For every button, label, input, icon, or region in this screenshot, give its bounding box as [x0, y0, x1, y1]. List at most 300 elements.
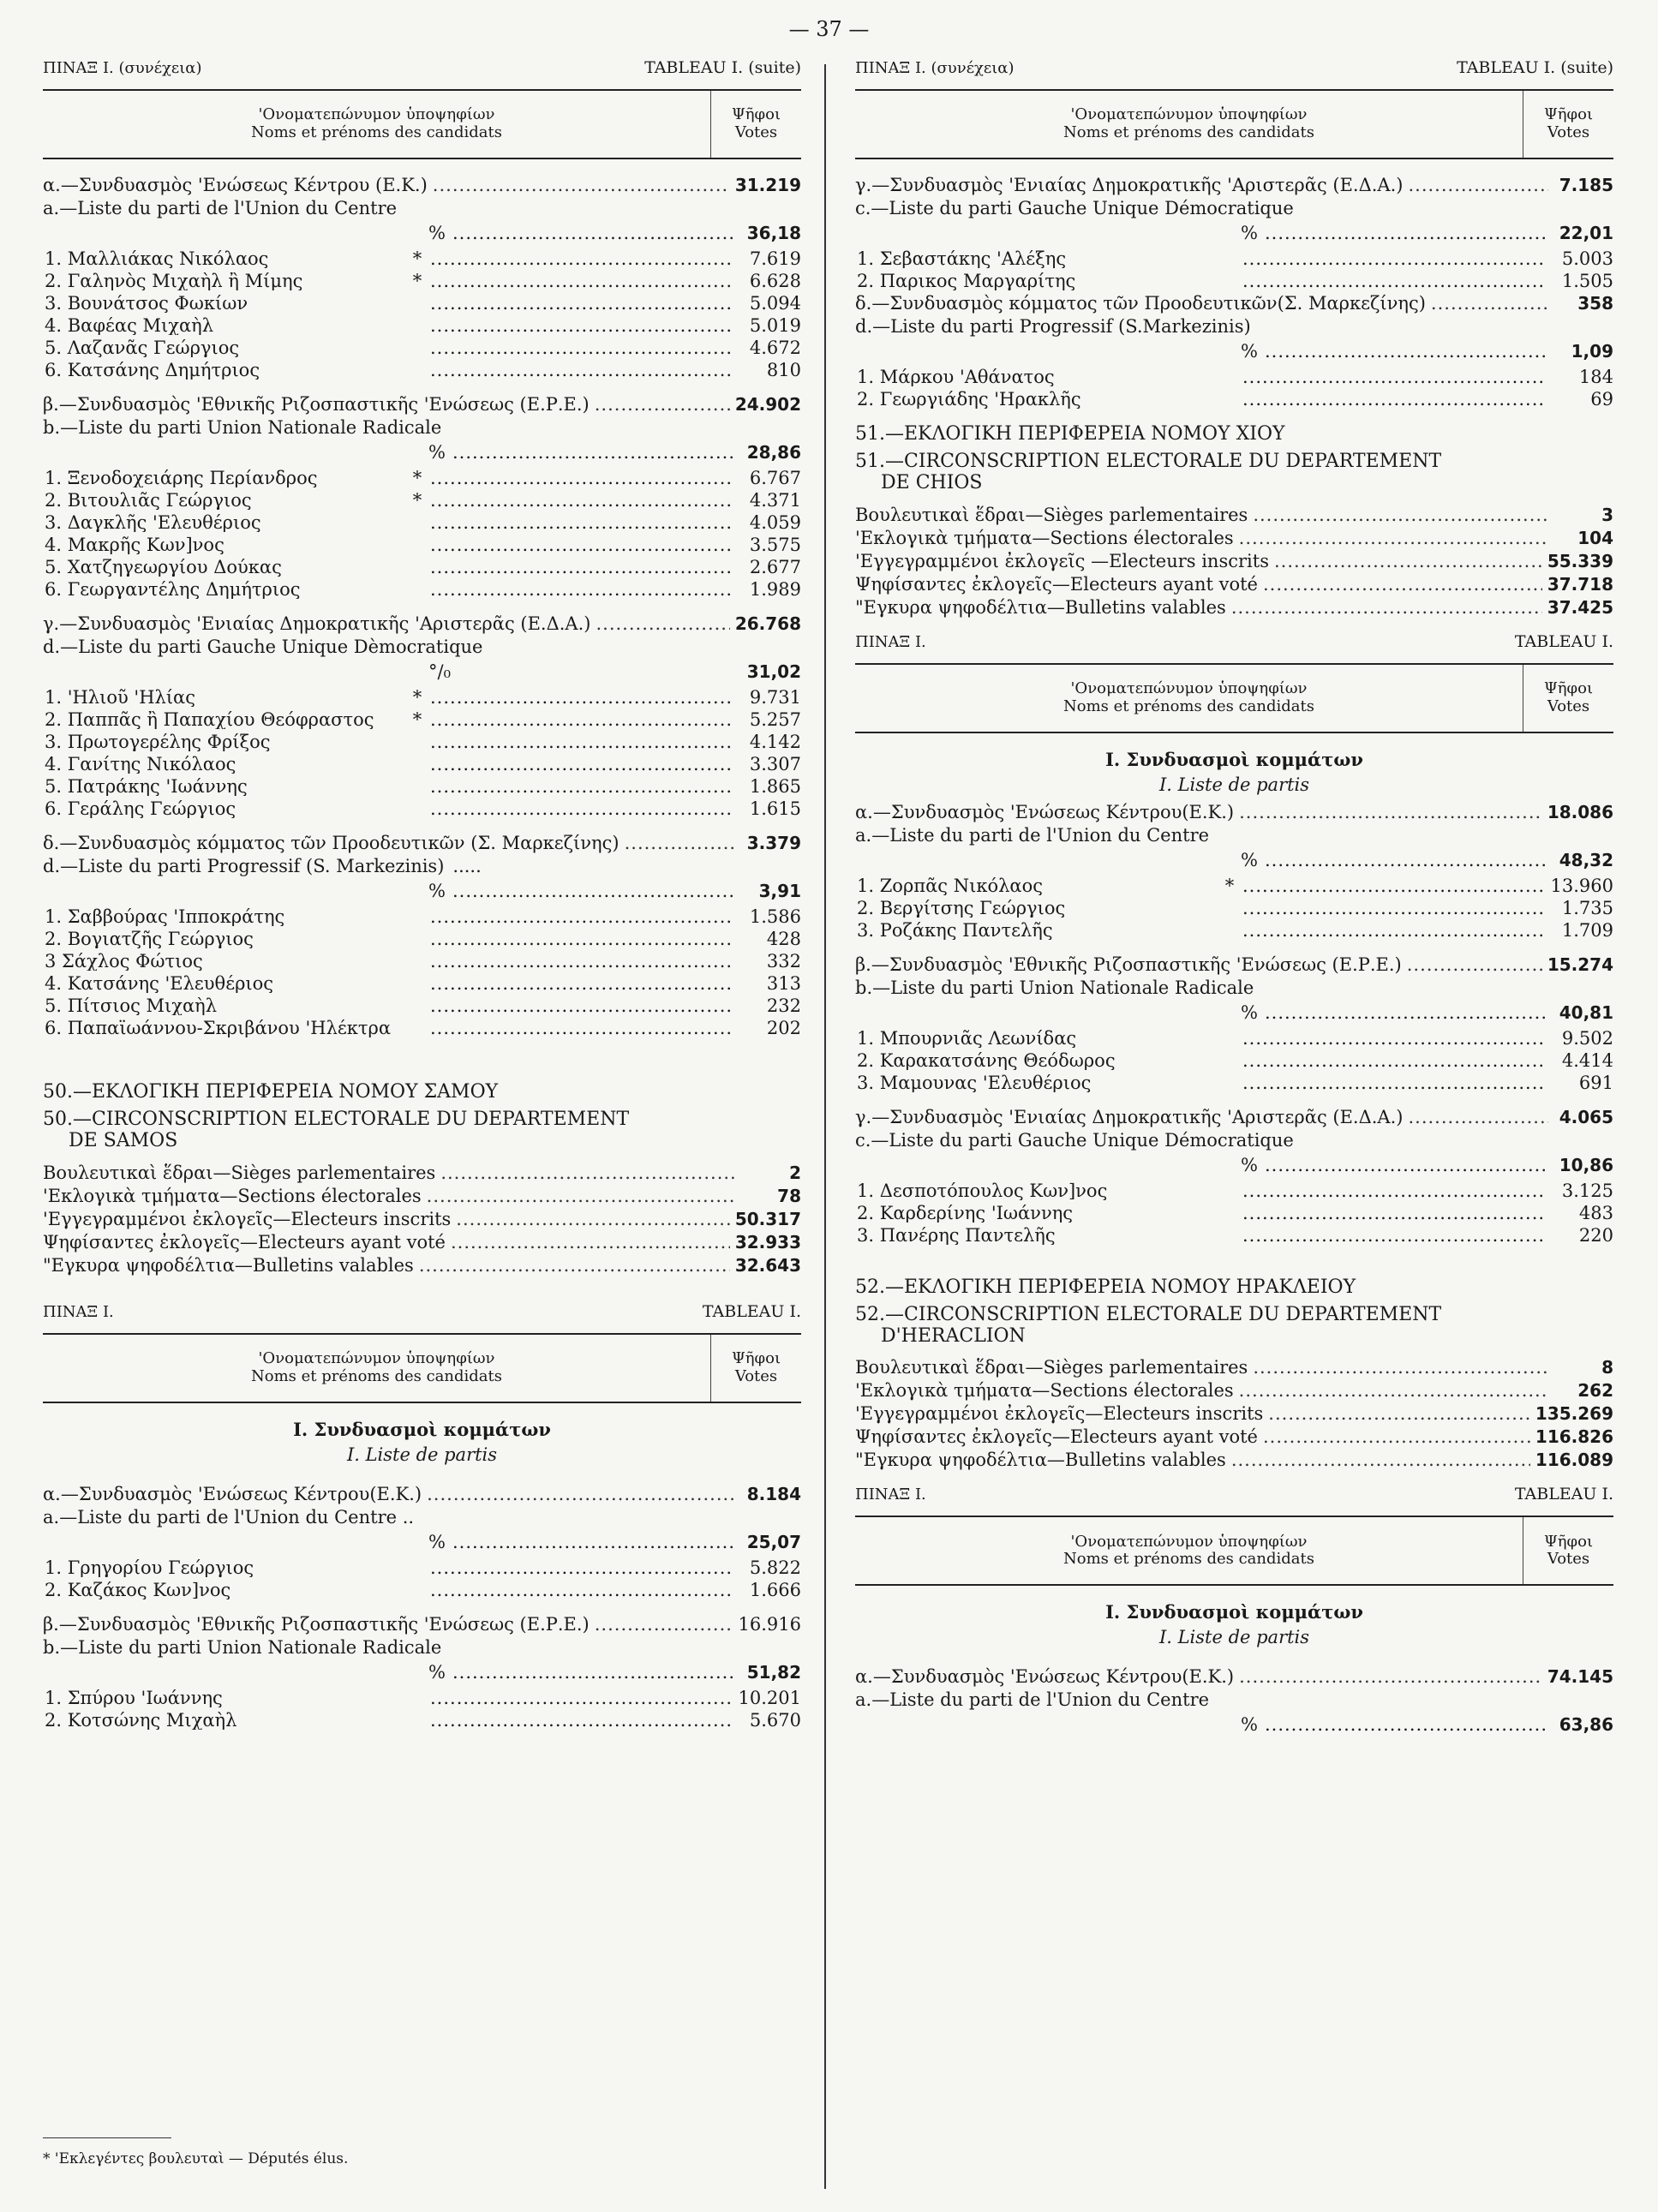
header-french: TABLEAU I. (suite) — [1457, 58, 1613, 77]
candidate-votes: 4.672 — [749, 338, 801, 358]
candidate-votes: 4.059 — [749, 512, 801, 533]
statistic-label: Ψηφίσαντες ἐκλογεῖς—Electeurs ayant voté — [43, 1231, 446, 1252]
percent-sign: % — [428, 442, 446, 463]
page-number: — 37 — — [788, 17, 870, 41]
names-header-greek: 'Ονοματεπώνυμον ὑποψηφίων — [1070, 679, 1308, 697]
party-total-row — [43, 1483, 801, 1509]
names-column-header — [855, 665, 1523, 732]
candidate-name: 2. Βογιατζῆς Γεώργιος — [45, 930, 254, 948]
party-votes: 31.219 — [734, 175, 801, 195]
candidate-list — [43, 689, 801, 822]
candidate-votes: 6.628 — [749, 271, 801, 291]
candidate-row — [43, 559, 801, 581]
district-title-french-line1: 50.—CIRCONSCRIPTION ELECTORALE DU DEPARTEMENT — [43, 1109, 630, 1130]
candidate-name: 2. Κοτσώνης Μιχαὴλ — [45, 1711, 237, 1730]
candidate-votes: 232 — [766, 995, 801, 1016]
candidate-row — [43, 1689, 801, 1712]
header-greek: ΠΙΝΑΞ Ι. — [855, 1486, 926, 1504]
candidate-name: 3 Σάχλος Φώτιος — [45, 953, 203, 971]
names-header-french: Noms et prénoms des candidats — [250, 123, 502, 141]
header-french: TABLEAU I. — [702, 1301, 801, 1321]
header-french: TABLEAU I. — [1514, 1485, 1613, 1504]
party-name-french: c.—Liste du parti Gauche Unique Démocratique — [855, 198, 1294, 218]
percentage-row — [855, 1001, 1613, 1030]
candidate-votes: 3.575 — [749, 535, 801, 555]
section-heading-greek: I. Συνδυασμοὶ κομμάτων — [1105, 1601, 1363, 1623]
percentage-row — [43, 224, 801, 250]
candidate-row — [43, 362, 801, 384]
percent-sign: °/₀ — [428, 661, 451, 682]
candidate-name: 1. Σεβαστάκης 'Αλέξης — [857, 250, 1067, 268]
percent-sign: % — [1241, 341, 1258, 362]
party-name-french: d.—Liste du parti Progressif (S.Markezinis) — [855, 316, 1251, 337]
party-name-greek: β.—Συνδυασμὸς 'Εθνικῆς Ριζοσπαστικῆς 'Ενώσεως (Ε.Ρ.Ε.) — [43, 1613, 590, 1635]
party-name-greek: γ.—Συνδυασμὸς 'Ενιαίας Δημοκρατικῆς 'Αριστερᾶς (Ε.Δ.Α.) — [855, 1106, 1404, 1127]
candidate-votes: 5.822 — [749, 1557, 801, 1578]
statistic-value: 135.269 — [1535, 1403, 1613, 1425]
district-statistics — [855, 1359, 1613, 1474]
candidate-votes: 1.586 — [749, 906, 801, 927]
header-french: TABLEAU I. — [1514, 631, 1613, 651]
votes-header-french: Votes — [734, 123, 778, 141]
table-column-headers — [855, 89, 1613, 159]
candidate-name: 6. Κατσάνης Δημήτριος — [45, 362, 260, 380]
district-statistics — [855, 506, 1613, 622]
percentage-row — [43, 663, 801, 689]
candidate-list — [43, 1559, 801, 1604]
candidate-name: 6. Γεράλης Γεώργιος — [45, 800, 236, 818]
statistic-label: 'Εγγεγραμμένοι ἐκλογεῖς —Electeurs inscrits — [855, 550, 1269, 571]
party-name-french: d.—Liste du parti Gauche Unique Dèmocratique — [43, 637, 483, 657]
party-total-row — [43, 1613, 801, 1639]
candidate-name: 5. Χατζηγεωργίου Δούκας — [45, 559, 282, 577]
candidate-votes: 202 — [766, 1018, 801, 1038]
candidate-row — [855, 1074, 1613, 1097]
percent-sign: % — [428, 1531, 446, 1552]
statistic-label: Βουλευτικαὶ ἕδραι—Sièges parlementaires — [855, 504, 1248, 525]
party-votes: 4.065 — [1559, 1106, 1613, 1127]
candidate-name: 4. Γανίτης Νικόλαος — [45, 756, 236, 774]
section-heading-greek: I. Συνδυασμοὶ κομμάτων — [293, 1418, 551, 1440]
candidate-row — [855, 1049, 1613, 1074]
candidate-list — [43, 908, 801, 1042]
statistic-value: 104 — [1577, 527, 1613, 548]
statistic-label: 'Εγγεγραμμένοι ἐκλογεῖς—Electeurs inscrits — [855, 1403, 1264, 1425]
party-name-french-row — [855, 979, 1613, 1004]
statistic-row — [855, 550, 1613, 576]
statistic-label: "Εγκυρα ψηφοδέλτια—Bulletins valables — [855, 596, 1226, 618]
names-column-header — [855, 91, 1523, 158]
candidate-votes: 3.125 — [1561, 1180, 1613, 1201]
party-votes: 26.768 — [734, 613, 801, 634]
statistic-row — [43, 1208, 801, 1234]
votes-column-header — [711, 1335, 801, 1402]
percentage-row — [855, 1716, 1613, 1742]
party-name-french-row — [43, 638, 801, 663]
names-column-header — [855, 1517, 1523, 1584]
percentage-row — [43, 1661, 801, 1689]
candidate-name: 1. Μάρκου 'Αθάνατος — [857, 368, 1055, 386]
table-header-line — [855, 60, 1613, 82]
party-total-row — [43, 615, 801, 638]
party-name-french: b.—Liste du parti Union Nationale Radicale — [43, 1636, 442, 1658]
party-name-greek: γ.—Συνδυασμὸς 'Ενιαίας Δημοκρατικῆς 'Αριστερᾶς (Ε.Δ.Α.) — [855, 175, 1404, 195]
candidate-row — [855, 877, 1613, 900]
names-column-header — [43, 91, 711, 158]
votes-header-greek: Ψῆφοι — [731, 1348, 781, 1367]
candidate-votes: 5.019 — [749, 315, 801, 336]
candidate-list — [43, 1689, 801, 1734]
candidate-row — [43, 975, 801, 997]
votes-header-greek: Ψῆφοι — [1543, 1532, 1594, 1551]
candidate-row — [43, 953, 801, 975]
candidate-votes: 5.003 — [1561, 248, 1613, 269]
candidate-votes: 7.619 — [749, 248, 801, 269]
candidate-row — [855, 391, 1613, 413]
party-name-french: b.—Liste du parti Union Nationale Radicale — [43, 417, 442, 438]
candidate-row — [43, 1019, 801, 1042]
candidate-votes: 10.201 — [738, 1687, 801, 1708]
candidate-row — [43, 492, 801, 514]
elected-asterisk: * — [412, 271, 422, 291]
votes-column-header — [1523, 1517, 1613, 1584]
statistic-value: 32.643 — [734, 1254, 801, 1276]
candidate-list — [43, 250, 801, 384]
candidate-votes: 69 — [1590, 389, 1613, 410]
statistic-value: 78 — [777, 1185, 801, 1206]
candidate-name: 3. Ροζάκης Παντελῆς — [857, 921, 1053, 940]
district-title-french — [855, 451, 1613, 494]
header-french: TABLEAU I. (suite) — [644, 58, 801, 77]
statistic-row — [855, 1451, 1613, 1474]
candidate-row — [43, 339, 801, 362]
votes-header-greek: Ψῆφοι — [1543, 679, 1594, 697]
district-statistics — [43, 1164, 801, 1280]
names-header-greek: 'Ονοματεπώνυμον ὑποψηφίων — [1070, 105, 1308, 124]
candidate-votes: 1.865 — [749, 776, 801, 797]
candidate-votes: 4.414 — [1561, 1049, 1613, 1071]
candidate-votes: 2.677 — [749, 557, 801, 577]
candidate-name: 3. Πανέρης Παντελῆς — [857, 1226, 1056, 1245]
candidate-row — [855, 272, 1613, 295]
candidate-row — [43, 908, 801, 930]
candidate-name: 2. Καρδερίνης 'Ιωάννης — [857, 1204, 1074, 1223]
party-total-row — [855, 176, 1613, 200]
percentage-row — [43, 444, 801, 469]
percent-sign: % — [428, 881, 446, 901]
candidate-name: 2. Παππᾶς ἢ Παπαχίου Θεόφραστος — [45, 711, 374, 729]
candidate-votes: 691 — [1578, 1072, 1613, 1093]
candidate-row — [43, 800, 801, 822]
statistic-value: 262 — [1577, 1380, 1613, 1402]
party-name-french: d.—Liste du parti Progressif (S. Markezinis) — [43, 856, 445, 876]
percentage-value: 22,01 — [1559, 223, 1613, 243]
party-name-greek: δ.—Συνδυασμὸς κόμματος τῶν Προοδευτικῶν(Σ. Μαρκεζίνης) — [855, 293, 1426, 314]
party-votes: 3.379 — [746, 833, 801, 853]
candidate-name: 4. Βαφέας Μιχαὴλ — [45, 317, 214, 335]
candidate-votes: 9.731 — [749, 687, 801, 708]
statistic-row — [43, 1231, 801, 1257]
percent-sign: % — [1241, 1714, 1258, 1736]
candidate-row — [855, 919, 1613, 944]
votes-column-header — [711, 91, 801, 158]
header-greek: ΠΙΝΑΞ Ι. — [43, 1302, 114, 1321]
candidate-name: 2. Παρικος Μαργαρίτης — [857, 272, 1076, 290]
candidate-row — [43, 756, 801, 778]
district-title-french-line2: DE SAMOS — [69, 1130, 178, 1152]
party-votes: 8.184 — [746, 1483, 801, 1504]
candidate-row — [43, 272, 801, 295]
candidate-name: 1. Σπύρου 'Ιωάννης — [45, 1689, 223, 1707]
district-title-french-line2: DE CHIOS — [881, 472, 983, 494]
party-name-greek: α.—Συνδυασμὸς 'Ενώσεως Κέντρου(Ε.Κ.) — [855, 801, 1235, 822]
party-votes: 358 — [1577, 293, 1613, 314]
candidate-votes: 4.142 — [749, 732, 801, 752]
section-heading-french: I. Liste de partis — [1158, 774, 1310, 795]
table-header-line — [43, 60, 801, 82]
elected-asterisk: * — [412, 687, 422, 708]
statistic-value: 37.425 — [1547, 596, 1613, 618]
candidate-row — [43, 295, 801, 317]
party-total-row — [855, 956, 1613, 979]
statistic-label: 'Εγγεγραμμένοι ἐκλογεῖς—Electeurs inscrits — [43, 1208, 452, 1229]
percentage-value: 40,81 — [1559, 1001, 1613, 1023]
percent-sign: % — [428, 1661, 446, 1683]
candidate-row — [43, 733, 801, 756]
candidate-row — [43, 317, 801, 339]
candidate-row — [43, 930, 801, 953]
percentage-value: 1,09 — [1571, 341, 1613, 362]
statistic-label: 'Εκλογικὰ τμήματα—Sections électorales — [855, 527, 1234, 548]
names-header-french: Noms et prénoms des candidats — [1062, 1550, 1314, 1569]
candidate-name: 4. Κατσάνης 'Ελευθέριος — [45, 975, 274, 993]
candidate-row — [43, 536, 801, 559]
percent-sign: % — [428, 223, 446, 243]
candidate-list — [855, 877, 1613, 944]
party-name-french-row — [43, 200, 801, 224]
party-total-row — [43, 396, 801, 419]
candidate-votes: 9.502 — [1561, 1027, 1613, 1049]
percentage-row — [43, 1533, 801, 1559]
right-column — [855, 60, 1613, 1742]
party-name-greek: γ.—Συνδυασμὸς 'Ενιαίας Δημοκρατικῆς 'Αριστερᾶς (Ε.Δ.Α.) — [43, 613, 591, 634]
statistic-row — [43, 1254, 801, 1280]
statistic-value: 2 — [789, 1162, 801, 1183]
statistic-value: 55.339 — [1547, 550, 1613, 571]
candidate-votes: 3.307 — [749, 754, 801, 774]
statistic-row — [43, 1164, 801, 1187]
candidate-name: 6. Γεωργαντέλης Δημήτριος — [45, 581, 301, 599]
candidate-name: 1. Μαλλιάκας Νικόλαος — [45, 250, 269, 268]
district-title-greek: 51.—ΕΚΛΟΓΙΚΗ ΠΕΡΙΦΕΡΕΙΑ ΝΟΜΟΥ ΧΙΟΥ — [855, 423, 1285, 445]
candidate-row — [43, 997, 801, 1019]
party-name-french: b.—Liste du parti Union Nationale Radicale — [855, 977, 1254, 998]
party-name-french-row — [855, 318, 1613, 343]
percentage-row — [855, 1154, 1613, 1182]
names-header-greek: 'Ονοματεπώνυμον ὑποψηφίων — [258, 1348, 495, 1367]
candidate-votes: 313 — [766, 973, 801, 994]
candidate-votes: 13.960 — [1550, 875, 1613, 896]
percent-sign: % — [1241, 1001, 1258, 1023]
percentage-row — [43, 882, 801, 908]
party-votes: 18.086 — [1547, 801, 1613, 822]
party-name-french-row: d.—Liste du parti Progressif (S. Markezinis) ..... — [43, 856, 482, 876]
party-name-french-row — [43, 419, 801, 444]
district-title-french — [43, 1109, 801, 1152]
candidate-list — [855, 1027, 1613, 1097]
candidate-row — [43, 469, 801, 492]
statistic-value: 8 — [1601, 1357, 1613, 1378]
party-total-row — [43, 834, 801, 858]
district-title-greek: 52.—ΕΚΛΟΓΙΚΗ ΠΕΡΙΦΕΡΕΙΑ ΝΟΜΟΥ ΗΡΑΚΛΕΙΟΥ — [855, 1276, 1356, 1298]
candidate-name: 2. Βεργίτσης Γεώργιος — [857, 899, 1066, 918]
percentage-value: 10,86 — [1559, 1154, 1613, 1175]
party-name-french: c.—Liste du parti Gauche Unique Démocratique — [855, 1129, 1294, 1151]
candidate-name: 1. Ζορπᾶς Νικόλαος — [857, 876, 1043, 895]
candidate-votes: 5.257 — [749, 709, 801, 730]
statistic-value: 37.718 — [1547, 573, 1613, 595]
candidate-row — [855, 1202, 1613, 1227]
party-name-french: a.—Liste du parti de l'Union du Centre — [855, 824, 1210, 846]
party-name-greek: α.—Συνδυασμὸς 'Ενώσεως Κέντρου(Ε.Κ.) — [855, 1666, 1235, 1688]
candidate-row — [855, 368, 1613, 391]
party-name-greek: α.—Συνδυασμὸς 'Ενώσεως Κέντρου(Ε.Κ.) — [43, 1483, 422, 1504]
statistic-label: Βουλευτικαὶ ἕδραι—Sièges parlementaires — [855, 1357, 1248, 1378]
candidate-votes: 1.709 — [1561, 919, 1613, 941]
footnote-text: * 'Εκλεγέντες βουλευταὶ — Députés élus. — [43, 2150, 349, 2167]
statistic-row — [855, 1405, 1613, 1428]
table-column-headers — [43, 89, 801, 159]
candidate-votes: 1.989 — [749, 579, 801, 600]
district-title-greek: 50.—ΕΚΛΟΓΙΚΗ ΠΕΡΙΦΕΡΕΙΑ ΝΟΜΟΥ ΣΑΜΟΥ — [43, 1081, 499, 1103]
votes-column-header — [1523, 665, 1613, 732]
statistic-row — [855, 573, 1613, 599]
statistic-row — [855, 1382, 1613, 1405]
candidate-list — [855, 1182, 1613, 1249]
names-header-greek: 'Ονοματεπώνυμον ὑποψηφίων — [258, 105, 495, 124]
candidate-name: 2. Γεωργιάδης 'Ηρακλῆς — [857, 391, 1081, 409]
statistic-value: 3 — [1601, 504, 1613, 525]
candidate-name: 1. Δεσποτόπουλος Κων]νος — [857, 1181, 1108, 1200]
statistic-label: Βουλευτικαὶ ἕδραι—Sièges parlementaires — [43, 1162, 436, 1183]
candidate-name: 4. Μακρῆς Κων]νος — [45, 536, 224, 554]
candidate-votes: 1.735 — [1561, 897, 1613, 918]
statistic-label: 'Εκλογικὰ τμήματα—Sections électorales — [43, 1185, 422, 1206]
statistic-row — [855, 1428, 1613, 1451]
statistic-value: 116.089 — [1535, 1450, 1613, 1471]
percentage-value: 36,18 — [746, 223, 801, 243]
party-name-french: a.—Liste du parti de l'Union du Centre — [43, 198, 398, 218]
percentage-value: 63,86 — [1559, 1714, 1613, 1736]
statistic-row — [855, 529, 1613, 553]
candidate-row — [855, 1182, 1613, 1205]
candidate-votes: 6.767 — [749, 468, 801, 488]
percentage-value: 48,32 — [1559, 849, 1613, 870]
percent-sign: % — [1241, 849, 1258, 870]
percent-sign: % — [1241, 223, 1258, 243]
footnote-rule — [43, 2137, 171, 2138]
percentage-value: 51,82 — [746, 1661, 801, 1683]
names-header-french: Noms et prénoms des candidats — [1062, 123, 1314, 141]
statistic-row — [855, 1359, 1613, 1382]
candidate-name: 2. Γαληνὸς Μιχαὴλ ἢ Μίμης — [45, 272, 303, 290]
left-column — [43, 60, 801, 1734]
statistic-label: 'Εκλογικὰ τμήματα—Sections électorales — [855, 1380, 1234, 1402]
party-total-row — [855, 801, 1613, 827]
party-name-french-row — [43, 1636, 801, 1664]
section-heading-french: I. Liste de partis — [1158, 1627, 1310, 1648]
header-greek: ΠΙΝΑΞ Ι. — [855, 632, 926, 651]
percentage-row — [855, 224, 1613, 250]
candidate-row — [43, 689, 801, 711]
party-name-french: a.—Liste du parti de l'Union du Centre .. — [43, 1506, 415, 1527]
statistic-row — [43, 1187, 801, 1211]
party-votes: 24.902 — [734, 394, 801, 415]
candidate-votes: 483 — [1578, 1202, 1613, 1223]
party-name-french-row — [43, 1506, 801, 1533]
candidate-name: 1. Γρηγορίου Γεώργιος — [45, 1558, 254, 1577]
votes-header-greek: Ψῆφοι — [731, 105, 781, 124]
candidate-name: 3. Βουνάτσος Φωκίων — [45, 295, 248, 313]
candidate-row — [43, 1581, 801, 1604]
votes-header-french: Votes — [1547, 123, 1590, 141]
party-name-french: a.—Liste du parti de l'Union du Centre — [855, 1689, 1210, 1711]
party-name-greek: β.—Συνδυασμὸς 'Εθνικῆς Ριζοσπαστικῆς 'Ενώσεως (Ε.Ρ.Ε.) — [855, 954, 1402, 975]
candidate-row — [43, 711, 801, 733]
party-votes: 74.145 — [1547, 1666, 1613, 1688]
candidate-row — [43, 1709, 801, 1734]
percentage-value: 25,07 — [746, 1531, 801, 1552]
header-greek: ΠΙΝΑΞ Ι. (συνέχεια) — [43, 59, 202, 77]
candidate-votes: 810 — [766, 360, 801, 380]
party-name-greek: α.—Συνδυασμὸς 'Ενώσεως Κέντρου (Ε.Κ.) — [43, 175, 428, 195]
candidate-votes: 5.670 — [749, 1709, 801, 1731]
party-name-french-row — [855, 200, 1613, 224]
statistic-label: Ψηφίσαντες ἐκλογεῖς—Electeurs ayant voté — [855, 1426, 1258, 1448]
candidate-name: 5. Πατράκης 'Ιωάννης — [45, 778, 248, 796]
header-greek: ΠΙΝΑΞ Ι. (συνέχεια) — [855, 59, 1015, 77]
candidate-row — [855, 250, 1613, 272]
footnote — [43, 2137, 801, 2167]
votes-header-greek: Ψῆφοι — [1543, 105, 1594, 124]
candidate-name: 5. Λαζανᾶς Γεώργιος — [45, 339, 240, 357]
candidate-name: 3. Πρωτογερέλης Φρίξος — [45, 733, 271, 751]
section-heading-greek: I. Συνδυασμοὶ κομμάτων — [1105, 748, 1363, 770]
section-heading-french: I. Liste de partis — [346, 1444, 498, 1465]
candidate-row — [855, 897, 1613, 922]
percentage-value: 28,86 — [746, 442, 801, 463]
candidate-row — [43, 250, 801, 272]
candidate-votes: 5.094 — [749, 293, 801, 314]
percentage-row — [855, 343, 1613, 368]
names-header-french: Noms et prénoms des candidats — [1062, 696, 1314, 715]
statistic-value: 50.317 — [734, 1208, 801, 1229]
statistic-label: "Εγκυρα ψηφοδέλτια—Bulletins valables — [855, 1450, 1226, 1471]
district-title-french — [855, 1304, 1613, 1348]
column-divider — [824, 64, 826, 2189]
table-column-headers — [855, 1516, 1613, 1586]
votes-column-header — [1523, 91, 1613, 158]
statistic-row — [855, 596, 1613, 622]
statistic-label: "Εγκυρα ψηφοδέλτια—Bulletins valables — [43, 1254, 414, 1276]
candidate-votes: 332 — [766, 951, 801, 971]
candidate-name: 1. Ξενοδοχειάρης Περίανδρος — [45, 469, 318, 487]
candidate-name: 6. Παπαϊωάννου-Σκριβάνου 'Ηλέκτρα — [45, 1019, 392, 1037]
candidate-votes: 184 — [1578, 367, 1613, 387]
percentage-value: 31,02 — [746, 661, 801, 682]
party-name-french-row — [855, 1691, 1613, 1716]
elected-asterisk: * — [412, 248, 422, 269]
